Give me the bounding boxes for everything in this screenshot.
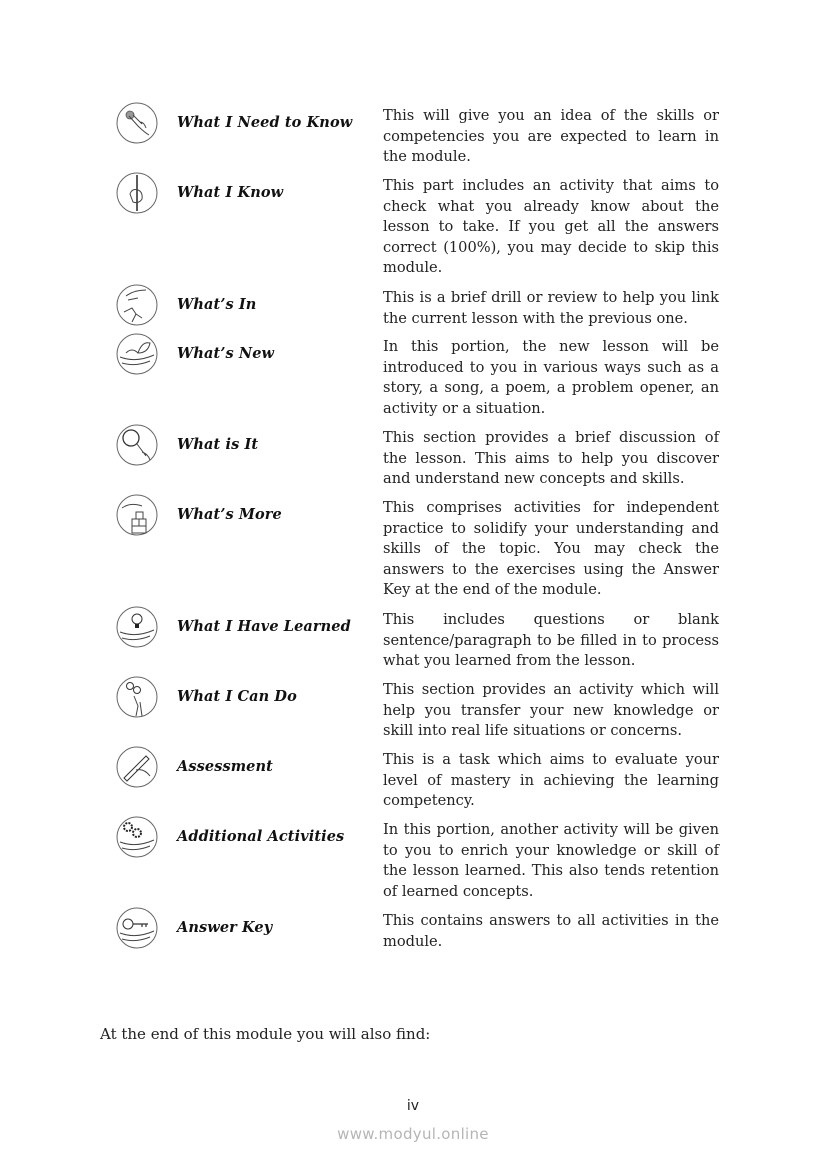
section-description: This section provides a brief discussion of the lesson. This aims to help you discover and understand new concepts and skills.: [383, 429, 719, 488]
watermark: www.modyul.online: [337, 1125, 489, 1143]
section-description: This section provides an activity which will help you transfer your new knowledge or skill into real life situations or concerns.: [383, 681, 719, 740]
section-title: Answer Key: [177, 919, 273, 936]
section-title: What’s New: [177, 345, 275, 362]
puzzle-hand-icon: [116, 284, 158, 326]
section-title: Additional Activities: [177, 828, 345, 845]
writing-hand-icon: [116, 746, 158, 788]
section-description: In this portion, another activity will be given to you to enrich your knowledge or skill of the lesson learned. This also tends retention of learned concepts.: [383, 821, 719, 900]
section-description: This part includes an activity that aims to check what you already know about the lesson to take. If you get all the answers correct (100%), you may decide to skip this module.: [383, 177, 719, 277]
pointing-hand-icon: [116, 102, 158, 144]
magnifier-icon: [116, 424, 158, 466]
section-description: This contains answers to all activities in the module.: [383, 912, 719, 950]
hand-pencil-icon: [116, 172, 158, 214]
section-title: Assessment: [177, 758, 273, 775]
page-number: iv: [406, 1098, 420, 1114]
blocks-hand-icon: [116, 494, 158, 536]
gears-hand-icon: [116, 816, 158, 858]
gears-raised-hand-icon: [116, 676, 158, 718]
section-description: This is a brief drill or review to help you link the current lesson with the previous one.: [383, 289, 719, 327]
section-title: What I Need to Know: [177, 114, 353, 131]
section-description: This will give you an idea of the skills or competencies you are expected to learn in the module.: [383, 107, 719, 166]
sprout-hand-icon: [116, 333, 158, 375]
section-title: What I Know: [177, 184, 284, 201]
section-description: In this portion, the new lesson will be introduced to you in various ways such as a story, a song, a poem, a problem opener, an activity or a situation.: [383, 338, 719, 417]
section-title: What’s More: [177, 506, 282, 523]
section-title: What’s In: [177, 296, 257, 313]
section-title: What is It: [177, 436, 259, 453]
section-title: What I Can Do: [177, 688, 297, 705]
key-hand-icon: [116, 907, 158, 949]
closing-sentence: At the end of this module you will also find:: [100, 1025, 431, 1043]
section-title: What I Have Learned: [177, 618, 351, 635]
section-description: This includes questions or blank sentence/paragraph to be filled in to process what you learned from the lesson.: [383, 611, 719, 670]
lightbulb-hand-icon: [116, 606, 158, 648]
section-description: This comprises activities for independent practice to solidify your understanding and skills of the topic. You may check the answers to the exercises using the Answer Key at the end of the module.: [383, 499, 719, 599]
section-description: This is a task which aims to evaluate your level of mastery in achieving the learning competency.: [383, 751, 719, 810]
